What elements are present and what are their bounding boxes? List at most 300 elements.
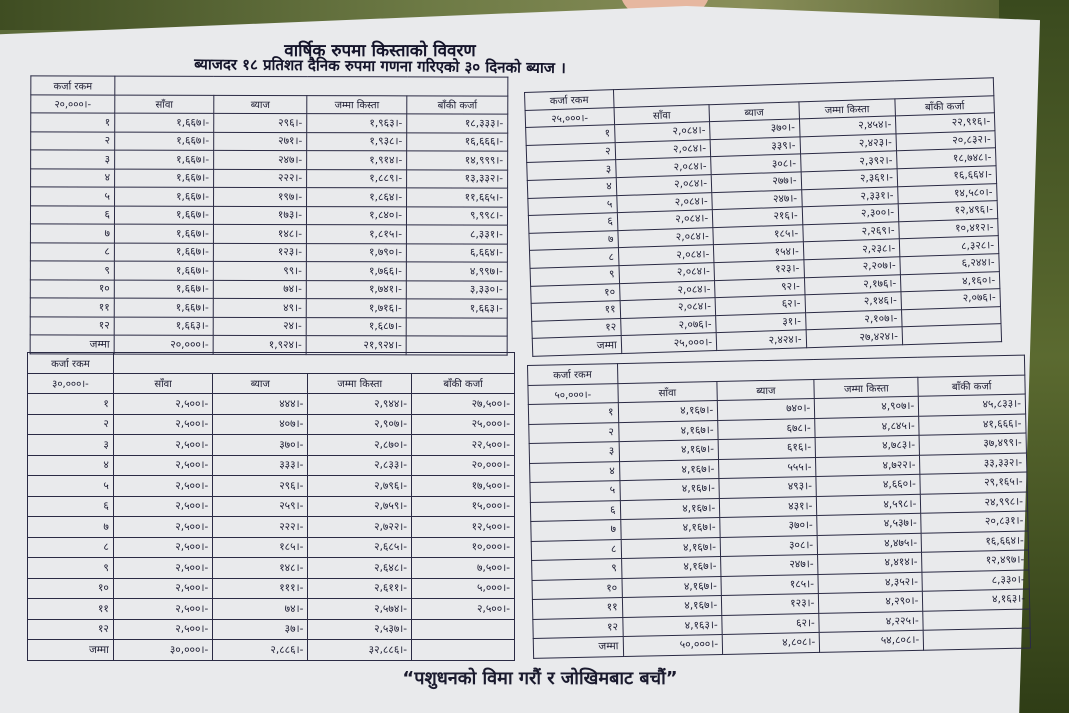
balance-value: ७,५००।- bbox=[412, 558, 515, 579]
table-column-row bbox=[31, 94, 508, 114]
month-number: १० bbox=[531, 283, 620, 303]
balance-value: १५,०००।- bbox=[412, 496, 515, 517]
total-interest: २,४२४।- bbox=[716, 330, 806, 350]
principal-value: २,५००।- bbox=[113, 517, 212, 538]
interest-value: २५९।- bbox=[213, 496, 308, 517]
column-installment: जम्मा किस्ता bbox=[308, 373, 412, 394]
principal-value: १,६६७।- bbox=[114, 298, 213, 317]
table-row bbox=[28, 619, 515, 640]
installment-value: ४,७८३।- bbox=[815, 435, 919, 457]
principal-value: १,६६७।- bbox=[114, 280, 213, 299]
table-row bbox=[28, 578, 515, 599]
installment-value: २,१७६।- bbox=[804, 274, 901, 295]
month-number: १ bbox=[31, 113, 115, 132]
interest-value: २९६।- bbox=[213, 476, 308, 497]
principal-value: ४,१६७।- bbox=[619, 479, 719, 501]
month-number: ११ bbox=[532, 598, 622, 619]
table-row bbox=[28, 455, 515, 476]
month-number: १ bbox=[526, 125, 615, 145]
total-principal: २०,०००।- bbox=[114, 335, 213, 354]
column-balance: बाँकी कर्जा bbox=[918, 375, 1025, 397]
principal-value: २,०८४।- bbox=[618, 227, 714, 248]
interest-value: ३७०।- bbox=[213, 435, 308, 456]
month-number: ८ bbox=[28, 537, 114, 558]
interest-value: ७४।- bbox=[213, 280, 306, 299]
installment-value: २,३३१।- bbox=[801, 186, 898, 207]
header-spacer bbox=[115, 76, 508, 96]
installment-value: १,७१६।- bbox=[306, 299, 406, 318]
balance-value bbox=[923, 609, 1030, 631]
balance-value: ४,९९७।- bbox=[406, 262, 507, 281]
column-interest: ब्याज bbox=[717, 379, 815, 401]
loan-amount-value: २५,०००।- bbox=[525, 107, 614, 127]
installment-value: २,५३७।- bbox=[308, 619, 412, 640]
loan-amount-label: कर्जा रकम bbox=[31, 76, 115, 95]
interest-value: १११।- bbox=[213, 578, 308, 599]
balance-value: ३३,३३२।- bbox=[920, 453, 1027, 475]
installment-value: २,२०७।- bbox=[804, 257, 901, 278]
installment-value: १,९३८।- bbox=[307, 132, 407, 151]
balance-value: ४१,६६६।- bbox=[919, 414, 1026, 436]
principal-value: २,५००।- bbox=[113, 476, 212, 497]
balance-value: ८,३३०।- bbox=[922, 570, 1029, 592]
installment-value: ४,३५२।- bbox=[818, 572, 922, 594]
balance-value bbox=[412, 619, 515, 640]
installment-value: १,८१५।- bbox=[307, 225, 407, 244]
month-number: १ bbox=[528, 403, 618, 424]
principal-value: १,६६७।- bbox=[115, 113, 214, 132]
month-number: ५ bbox=[31, 187, 115, 206]
balance-value: २४,९९८।- bbox=[921, 492, 1028, 514]
installment-table-25000 bbox=[524, 77, 1002, 357]
interest-value: ५५५।- bbox=[719, 457, 817, 479]
principal-value: १,६६७।- bbox=[115, 150, 214, 169]
interest-value: ७४।- bbox=[213, 599, 308, 620]
balance-value: १६,६६४।- bbox=[897, 166, 996, 187]
interest-value: २७१।- bbox=[214, 132, 307, 151]
balance-value: ३,३३०।- bbox=[406, 280, 507, 299]
installment-value: १,९१४।- bbox=[307, 151, 407, 170]
principal-value: २,५००।- bbox=[113, 537, 212, 558]
total-principal: ३०,०००।- bbox=[113, 640, 212, 661]
principal-value: ४,१६७।- bbox=[620, 517, 720, 539]
balance-value: २०,८३२।- bbox=[896, 131, 995, 152]
month-number: ३ bbox=[31, 150, 115, 169]
table-row bbox=[28, 496, 515, 517]
installment-value: २,६४८।- bbox=[308, 558, 412, 579]
balance-value: २७,५००।- bbox=[412, 394, 515, 415]
month-number: ६ bbox=[528, 213, 617, 233]
column-balance: बाँकी कर्जा bbox=[407, 95, 508, 114]
interest-value: ९२।- bbox=[715, 277, 805, 297]
footer-slogan: “पशुधनको विमा गरौं र जोखिमबाट बचौं” bbox=[402, 668, 678, 689]
interest-value: ३७०।- bbox=[710, 119, 800, 139]
principal-value: ४,१६७।- bbox=[621, 556, 721, 578]
interest-value: १८५।- bbox=[713, 225, 803, 245]
interest-value: ६२।- bbox=[722, 613, 820, 635]
table-row bbox=[28, 435, 515, 456]
month-number: ४ bbox=[527, 178, 616, 198]
installment-value: २,७९६।- bbox=[308, 476, 412, 497]
principal-value: ४,१६७।- bbox=[618, 401, 718, 423]
principal-value: १,६६३।- bbox=[114, 317, 213, 336]
installment-value: ४,२२५।- bbox=[819, 611, 923, 633]
installment-value: २,२३८।- bbox=[803, 239, 900, 260]
total-label: जम्मा bbox=[532, 336, 621, 356]
installment-value: ४,४१४।- bbox=[818, 552, 922, 574]
principal-value: ४,१६७।- bbox=[618, 420, 718, 442]
installment-value: २,३६१।- bbox=[801, 169, 898, 190]
interest-value: ४३१।- bbox=[720, 496, 818, 518]
installment-value: १,९६३।- bbox=[307, 114, 407, 133]
month-number: ९ bbox=[530, 266, 619, 286]
month-number: ११ bbox=[30, 298, 114, 317]
principal-value: ४,१६७।- bbox=[619, 440, 719, 462]
balance-value: १८,७४८।- bbox=[897, 148, 996, 169]
column-balance: बाँकी कर्जा bbox=[412, 373, 515, 394]
month-number: ९ bbox=[532, 559, 622, 580]
interest-value: ७४०।- bbox=[717, 398, 815, 420]
total-interest: १,९२४।- bbox=[213, 335, 306, 354]
interest-value: ६२।- bbox=[715, 295, 805, 315]
total-balance bbox=[412, 640, 515, 661]
interest-value: १२३।- bbox=[714, 260, 804, 280]
balance-value: ६,२४४।- bbox=[900, 254, 999, 275]
principal-value: २,०८४।- bbox=[619, 263, 715, 284]
month-number: ५ bbox=[28, 476, 114, 497]
installment-value: २,९४४।- bbox=[308, 394, 412, 415]
balance-value: १६,६६६।- bbox=[407, 132, 508, 151]
column-principal: साँवा bbox=[115, 95, 214, 114]
table-row bbox=[30, 261, 507, 281]
interest-value: ३०८।- bbox=[720, 535, 818, 557]
interest-value: १५४।- bbox=[714, 242, 804, 262]
installment-value: २,१०७।- bbox=[805, 309, 902, 330]
principal-value: २,०८४।- bbox=[617, 192, 713, 213]
principal-value: २,५००।- bbox=[113, 414, 212, 435]
table-row bbox=[31, 168, 508, 188]
balance-value: २२,५००।- bbox=[412, 435, 515, 456]
installment-value: २,८३३।- bbox=[308, 455, 412, 476]
table-column-row bbox=[28, 373, 515, 394]
month-number: ६ bbox=[30, 205, 114, 224]
principal-value: २,०८४।- bbox=[615, 139, 711, 160]
table-row bbox=[30, 316, 507, 336]
month-number: ७ bbox=[531, 520, 621, 541]
month-number: ३ bbox=[529, 442, 619, 463]
total-installment: ३२,८८६।- bbox=[308, 640, 412, 661]
installment-value: ४,७२२।- bbox=[816, 455, 920, 477]
document-title: वार्षिक रुपमा किस्ताको विवरण bbox=[284, 41, 476, 61]
installment-value: १,७६६।- bbox=[306, 262, 406, 281]
month-number: १ bbox=[28, 394, 114, 415]
column-installment: जम्मा किस्ता bbox=[799, 98, 896, 119]
interest-value: ३३३।- bbox=[213, 455, 308, 476]
loan-amount-value: २०,०००।- bbox=[31, 94, 115, 113]
installment-value: १,८६४।- bbox=[307, 188, 407, 207]
interest-value: २१६।- bbox=[712, 207, 802, 227]
total-installment: २७,४२४।- bbox=[806, 327, 903, 348]
balance-value: १७,५००।- bbox=[412, 476, 515, 497]
principal-value: २,०८४।- bbox=[615, 157, 711, 178]
installment-value: १,७४१।- bbox=[306, 280, 406, 299]
balance-value: १०,०००।- bbox=[412, 537, 515, 558]
loan-amount-label: कर्जा रकम bbox=[525, 90, 614, 110]
interest-value: ३०८।- bbox=[711, 154, 801, 174]
installment-value: ४,२९०।- bbox=[819, 591, 923, 613]
principal-value: १,६६७।- bbox=[115, 169, 214, 188]
principal-value: १,६६७।- bbox=[114, 224, 213, 243]
month-number: ९ bbox=[30, 261, 114, 280]
balance-value: २५,०००।- bbox=[412, 414, 515, 435]
interest-value: १४८।- bbox=[213, 558, 308, 579]
total-balance bbox=[923, 628, 1030, 650]
balance-value: २,०७६।- bbox=[901, 289, 1000, 310]
installment-value: ४,५३७।- bbox=[817, 513, 921, 535]
month-number: ७ bbox=[529, 230, 618, 250]
loan-amount-label: कर्जा रकम bbox=[28, 353, 114, 374]
month-number: १२ bbox=[533, 617, 623, 638]
month-number: १२ bbox=[28, 619, 114, 640]
installment-value: २,४२३।- bbox=[800, 134, 897, 155]
installment-value: २,७५९।- bbox=[308, 496, 412, 517]
table-row bbox=[31, 150, 508, 170]
principal-value: २,५००।- bbox=[113, 578, 212, 599]
principal-value: ४,१६७।- bbox=[622, 595, 722, 617]
total-interest: २,८८६।- bbox=[213, 640, 308, 661]
month-number: १० bbox=[30, 279, 114, 298]
month-number: ४ bbox=[31, 168, 115, 187]
month-number: ८ bbox=[531, 539, 621, 560]
month-number: २ bbox=[31, 131, 115, 150]
interest-value: १९७।- bbox=[214, 187, 307, 206]
balance-value: ४५,८३३।- bbox=[919, 394, 1026, 416]
month-number: १२ bbox=[532, 318, 621, 338]
balance-value: १०,४१२।- bbox=[899, 218, 998, 239]
table-row bbox=[31, 187, 508, 207]
table-row bbox=[28, 599, 515, 620]
column-installment: जम्मा किस्ता bbox=[307, 95, 407, 114]
balance-value: १६,६६४।- bbox=[921, 531, 1028, 553]
month-number: ५ bbox=[530, 481, 620, 502]
loan-amount-value: ५०,०००।- bbox=[528, 383, 618, 404]
balance-value: १३,३३२।- bbox=[407, 169, 508, 188]
total-installment: २१,९२४।- bbox=[306, 336, 406, 355]
installment-value: २,७२२।- bbox=[308, 517, 412, 538]
column-interest: ब्याज bbox=[213, 373, 308, 394]
interest-value: ६७८।- bbox=[718, 418, 816, 440]
month-number: ७ bbox=[30, 224, 114, 243]
principal-value: २,५००।- bbox=[113, 455, 212, 476]
interest-value: ४४४।- bbox=[213, 394, 308, 415]
principal-value: १,६६७।- bbox=[114, 261, 213, 280]
installment-value: ४,९०७।- bbox=[815, 396, 919, 418]
loan-amount-value: ३०,०००।- bbox=[28, 373, 114, 394]
table-row bbox=[31, 131, 508, 151]
installment-value: २,३००।- bbox=[802, 204, 899, 225]
interest-value: १७३।- bbox=[213, 206, 306, 225]
installment-table-30000 bbox=[27, 352, 515, 661]
principal-value: २,०७६।- bbox=[620, 315, 716, 336]
column-principal: साँवा bbox=[113, 373, 212, 394]
installment-table-20000 bbox=[30, 75, 509, 355]
total-interest: ४,८०८।- bbox=[722, 632, 820, 654]
month-number: ४ bbox=[28, 455, 114, 476]
principal-value: २,५००।- bbox=[113, 558, 212, 579]
principal-value: १,६६७।- bbox=[115, 132, 214, 151]
balance-value: १२,५००।- bbox=[412, 517, 515, 538]
interest-value: २९६।- bbox=[214, 113, 307, 132]
table-row bbox=[30, 242, 507, 262]
installment-value: १,८४०।- bbox=[307, 206, 407, 225]
totals-row bbox=[28, 640, 515, 661]
installment-value: २,३९२।- bbox=[800, 151, 897, 172]
column-interest: ब्याज bbox=[709, 101, 799, 121]
table-header-row bbox=[31, 76, 508, 96]
month-number: ५ bbox=[528, 195, 617, 215]
balance-value: २,५००।- bbox=[412, 599, 515, 620]
balance-value: ४,१६३।- bbox=[923, 589, 1030, 611]
installment-value: २,४५४।- bbox=[799, 116, 896, 137]
column-interest: ब्याज bbox=[214, 95, 307, 114]
column-principal: साँवा bbox=[617, 381, 717, 403]
principal-value: २,५००।- bbox=[113, 619, 212, 640]
balance-value: २०,०००।- bbox=[412, 455, 515, 476]
balance-value: ४,१६०।- bbox=[900, 271, 999, 292]
interest-value: ३१।- bbox=[716, 312, 806, 332]
installment-value: २,८७०।- bbox=[308, 435, 412, 456]
installment-value: ४,८४५।- bbox=[815, 416, 919, 438]
table-row bbox=[28, 394, 515, 415]
balance-value: १४,५८०।- bbox=[898, 183, 997, 204]
month-number: ४ bbox=[530, 461, 620, 482]
month-number: २ bbox=[526, 142, 615, 162]
month-number: ११ bbox=[531, 301, 620, 321]
month-number: २ bbox=[28, 414, 114, 435]
balance-value: १४,९९९।- bbox=[407, 151, 508, 170]
column-balance: बाँकी कर्जा bbox=[895, 95, 994, 116]
interest-value: ४०७।- bbox=[213, 414, 308, 435]
principal-value: ४,१६७।- bbox=[620, 498, 720, 520]
column-installment: जम्मा किस्ता bbox=[814, 377, 918, 399]
principal-value: १,६६७।- bbox=[114, 243, 213, 262]
installment-value: २,६११।- bbox=[308, 578, 412, 599]
interest-value: ९९।- bbox=[213, 261, 306, 280]
balance-value: १२,४९६।- bbox=[898, 201, 997, 222]
month-number: १० bbox=[532, 578, 622, 599]
balance-value: ६,६६४।- bbox=[406, 243, 507, 262]
principal-value: २,५००।- bbox=[113, 435, 212, 456]
table-row bbox=[30, 279, 507, 299]
principal-value: २,०८४।- bbox=[618, 245, 714, 266]
interest-value: ३३९।- bbox=[710, 137, 800, 157]
balance-value: १,६६३।- bbox=[406, 299, 507, 318]
month-number: १२ bbox=[30, 316, 114, 335]
document-subtitle: ब्याजदर १८ प्रतिशत दैनिक रुपमा गणना गरिएको ३० दिनको ब्याज । bbox=[194, 55, 566, 77]
installment-value: २,५७४।- bbox=[308, 599, 412, 620]
balance-value: २९,१६५।- bbox=[920, 472, 1027, 494]
month-number: ३ bbox=[527, 160, 616, 180]
balance-value: ९,९९८।- bbox=[407, 206, 508, 225]
interest-value: १४८।- bbox=[213, 224, 306, 243]
table-row bbox=[30, 298, 507, 318]
total-balance bbox=[902, 324, 1001, 345]
principal-value: २,०८४।- bbox=[620, 298, 716, 319]
balance-value: ३७,४९९।- bbox=[919, 433, 1026, 455]
installment-value: १,६८७।- bbox=[306, 317, 406, 336]
month-number: ९ bbox=[28, 558, 114, 579]
total-label: जम्मा bbox=[30, 335, 114, 354]
installment-value: ४,५९८।- bbox=[817, 494, 921, 516]
interest-value: १२३।- bbox=[213, 243, 306, 262]
principal-value: २,५००।- bbox=[113, 394, 212, 415]
total-installment: ५४,८०८।- bbox=[819, 630, 923, 652]
balance-value: ५,०००।- bbox=[412, 578, 515, 599]
table-row bbox=[28, 558, 515, 579]
installment-value: ४,४७५।- bbox=[817, 533, 921, 555]
month-number: ३ bbox=[28, 435, 114, 456]
interest-value: २४७।- bbox=[721, 554, 819, 576]
interest-value: १२३।- bbox=[722, 593, 820, 615]
principal-value: २,०८४।- bbox=[614, 122, 710, 143]
loan-amount-label: कर्जा रकम bbox=[528, 364, 618, 385]
month-number: ११ bbox=[28, 599, 114, 620]
month-number: ८ bbox=[529, 248, 618, 268]
balance-value: ८,३३१।- bbox=[407, 225, 508, 244]
balance-value: ११,६६५।- bbox=[407, 188, 508, 207]
table-row bbox=[31, 113, 508, 133]
installment-value: २,१४६।- bbox=[805, 292, 902, 313]
column-principal: साँवा bbox=[614, 104, 710, 125]
installment-value: १,७९०।- bbox=[306, 243, 406, 262]
principal-value: २,५००।- bbox=[113, 496, 212, 517]
balance-value: १८,३३३।- bbox=[407, 114, 508, 133]
table-row bbox=[28, 537, 515, 558]
interest-value: २४७।- bbox=[214, 150, 307, 169]
installment-value: २,९०७।- bbox=[308, 414, 412, 435]
interest-value: २४।- bbox=[213, 317, 306, 336]
total-label: जम्मा bbox=[533, 637, 623, 658]
total-principal: २५,०००।- bbox=[621, 333, 717, 354]
balance-value: ८,३२८।- bbox=[899, 236, 998, 257]
installment-table-50000 bbox=[527, 355, 1031, 659]
balance-value: २०,८३१।- bbox=[921, 511, 1028, 533]
table-row bbox=[28, 517, 515, 538]
interest-value: १८५।- bbox=[721, 574, 819, 596]
total-principal: ५०,०००।- bbox=[623, 634, 723, 656]
interest-value: ४९।- bbox=[213, 298, 306, 317]
installment-value: २,२६९।- bbox=[802, 222, 899, 243]
principal-value: २,५००।- bbox=[113, 599, 212, 620]
header-spacer bbox=[113, 353, 514, 374]
principal-value: ४,१६७।- bbox=[621, 576, 721, 598]
installment-value: ४,६६०।- bbox=[816, 474, 920, 496]
interest-value: २४७।- bbox=[712, 189, 802, 209]
principal-value: ४,१६३।- bbox=[622, 615, 722, 637]
principal-value: ४,१६७।- bbox=[621, 537, 721, 559]
month-number: २ bbox=[529, 422, 619, 443]
interest-value: ६१६।- bbox=[718, 437, 816, 459]
principal-value: २,०८४।- bbox=[616, 175, 712, 196]
interest-value: ३७।- bbox=[213, 619, 308, 640]
interest-value: ४९३।- bbox=[719, 476, 817, 498]
table-row bbox=[30, 224, 507, 244]
principal-value: २,०८४।- bbox=[617, 210, 713, 231]
table-row bbox=[30, 205, 507, 225]
total-label: जम्मा bbox=[28, 640, 114, 661]
interest-value: १८५।- bbox=[213, 537, 308, 558]
principal-value: ४,१६७।- bbox=[619, 459, 719, 481]
